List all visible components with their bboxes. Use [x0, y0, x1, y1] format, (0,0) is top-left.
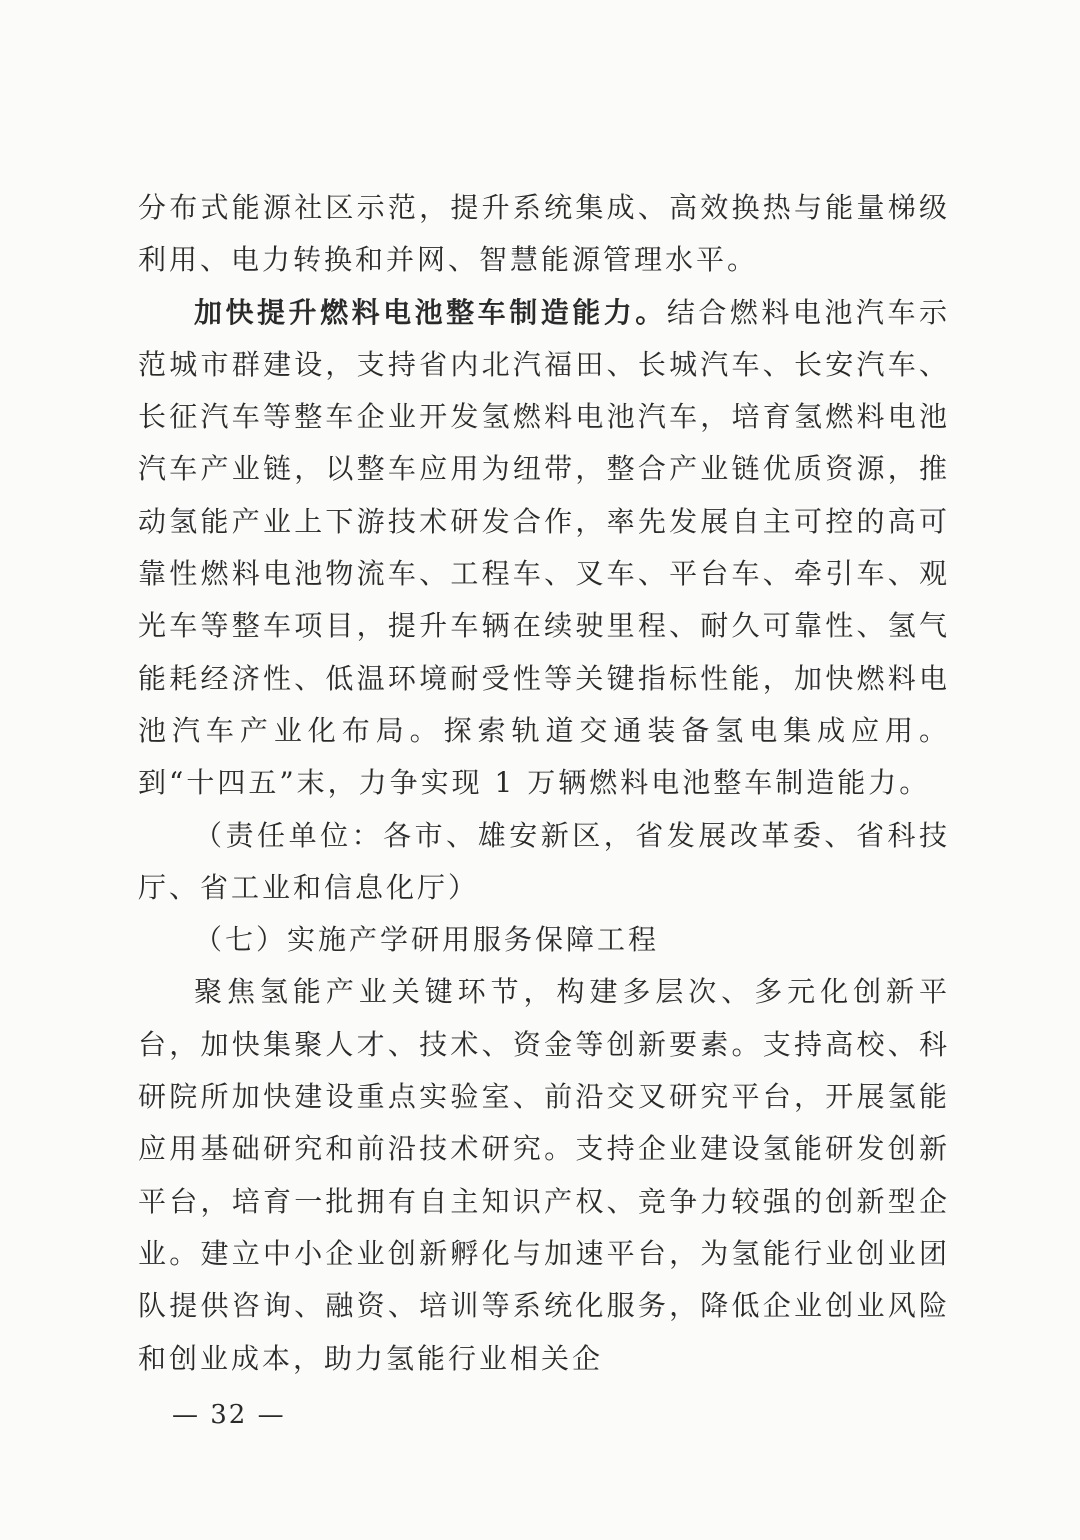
- paragraph-text: 结合燃料电池汽车示范城市群建设，支持省内北汽福田、长城汽车、长安汽车、长征汽车等整车企业开发氢燃料电池汽车，培育氢燃料电池汽车产业链，以整车应用为纽带，整合产业链优质资源，推动氢能产业上下游技术研发合作，率先发展自主可控的高可靠性燃料电池物流车、工程车、叉车、平台车、牵引车、观光车等整车项目，提升车辆在续驶里程、耐久可靠性、氢气能耗经济性、低温环境耐受性等关键指标性能，加快燃料电池汽车产业化布局。探索轨道交通装备氢电集成应用。到“十四五”末，力争实现 1 万辆燃料电池整车制造能力。: [138, 295, 950, 800]
- paragraph-innovation-platform: [138, 966, 950, 1384]
- document-body: [138, 182, 950, 1385]
- paragraph-lead: 加快提升燃料电池整车制造能力。: [194, 295, 667, 329]
- paragraph-fuel-cell-vehicles: [138, 287, 950, 810]
- section-heading-text: （七）实施产学研用服务保障工程: [194, 923, 660, 957]
- paragraph-text: 聚焦氢能产业关键环节，构建多层次、多元化创新平台，加快集聚人才、技术、资金等创新要素。支持高校、科研院所加快建设重点实验室、前沿交叉研究平台，开展氢能应用基础研究和前沿技术研究。支持企业建设氢能研发创新平台，培育一批拥有自主知识产权、竞争力较强的创新型企业。建立中小企业创新孵化与加速平台，为氢能行业创业团队提供咨询、融资、培训等系统化服务，降低企业创业风险和创业成本，助力氢能行业相关企: [138, 975, 950, 1375]
- section-heading: [138, 914, 950, 966]
- page-number: — 32 —: [172, 1400, 286, 1430]
- paragraph-continuation: [138, 182, 950, 287]
- paragraph-text: （责任单位：各市、雄安新区，省发展改革委、省科技厅、省工业和信息化厅）: [138, 818, 950, 904]
- paragraph-text: 分布式能源社区示范，提升系统集成、高效换热与能量梯级利用、电力转换和并网、智慧能源管理水平。: [138, 191, 950, 277]
- paragraph-responsible-units: [138, 810, 950, 915]
